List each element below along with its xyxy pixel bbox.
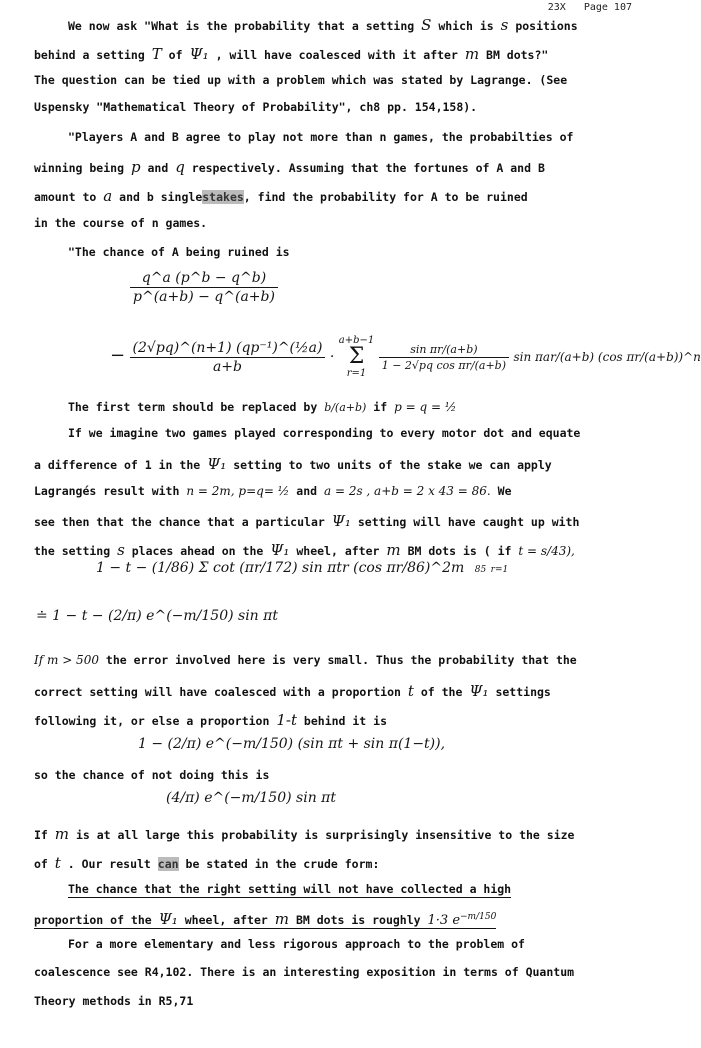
text-line-15 [34, 541, 624, 559]
text-line-16 [34, 653, 624, 667]
text-line-2 [34, 45, 624, 63]
text-line-18 [34, 711, 624, 729]
text-span: of [168, 48, 183, 62]
sum-lower: r=1 [490, 565, 509, 575]
sum-upper: 85 [474, 565, 487, 575]
formula-approximation: ≐ 1 − t − (2/π) e^(−m/150) sin πt [36, 608, 278, 624]
handwritten-n2m: n = 2m, p=q= ½ [186, 484, 290, 498]
handwritten-p: p [130, 158, 141, 176]
handwritten-s: s [117, 541, 125, 559]
handwritten-psi1: Ψ₁ [207, 455, 227, 473]
handwritten-b-frac: b/(a+b) [324, 401, 367, 414]
handwritten-q: q [175, 158, 185, 176]
fraction-numerator: q^a (p^b − q^b) [130, 270, 278, 288]
fraction [130, 270, 278, 305]
text-span: BM dots is roughly [295, 913, 421, 927]
formula-coalesce-proportion: 1 − (2/π) e^(−m/150) (sin πt + sin π(1−t)), [138, 736, 446, 752]
text-span: BM dots is ( if [407, 544, 512, 558]
text-span: correct setting will have coalesced with a proportion [34, 685, 401, 699]
handwritten-coefficient: 1·3 e [427, 913, 461, 928]
text-line-7 [34, 187, 624, 205]
text-span: behind it is [303, 714, 388, 728]
formula-ruin-first-term [130, 270, 278, 305]
text-line-5: "Players A and B agree to play not more than n games, the probabilties of [68, 130, 574, 144]
text-line-23 [34, 910, 624, 928]
text-span: We now ask "What is the probability that a setting [68, 19, 415, 33]
handwritten-psi1: Ψ₁ [158, 910, 178, 928]
handwritten-S: S [421, 16, 432, 34]
text-span: a difference of 1 in the [34, 458, 201, 472]
fraction-numerator: sin πr/(a+b) [379, 343, 509, 358]
text-span: places ahead on the [131, 544, 264, 558]
text-span: respectively. Assuming that the fortunes of A and B [191, 161, 545, 175]
handwritten-m: m [386, 541, 401, 559]
text-span: setting to two units of the stake we can apply [233, 458, 552, 472]
handwritten-one-minus-t: 1-t [276, 711, 297, 729]
text-span: wheel, after [184, 913, 268, 927]
text-span: proportion of the [34, 913, 152, 927]
fraction-denominator: p^(a+b) − q^(a+b) [133, 289, 275, 305]
formula-series [96, 560, 508, 576]
text-span: If [34, 828, 48, 842]
text-span: , will have coalesced with it after [215, 48, 458, 62]
text-span: is at all large this probability is surprisingly insensitive to the size [75, 828, 575, 842]
formula-tail: sin πar/(a+b) (cos πr/(a+b))^n [513, 350, 701, 364]
text-line-17 [34, 682, 624, 700]
formula-not-coalesce: (4/π) e^(−m/150) sin πt [166, 790, 336, 806]
handwritten-t-def: t = s/43), [518, 544, 575, 558]
text-span: following it, or else a proportion [34, 714, 270, 728]
text-line-14 [34, 512, 624, 530]
text-span: be stated in the crude form: [185, 857, 380, 871]
text-span: . Our result [67, 857, 151, 871]
text-span: if [373, 400, 388, 414]
text-span: which is [438, 19, 494, 33]
sum-sign: a+b−1 Σ r=1 [338, 335, 375, 379]
text-line-12 [34, 455, 624, 473]
text-line-8: in the course of n games. [34, 216, 208, 230]
text-line-6 [34, 158, 624, 176]
text-line-9: "The chance of A being ruined is [68, 245, 290, 259]
text-span: wheel, after [296, 544, 380, 558]
text-line-21 [34, 854, 624, 872]
text-span: Lagrangés result with [34, 484, 180, 498]
smudged-word: stakes [202, 190, 244, 204]
fraction [379, 343, 509, 372]
text-span: winning being [34, 161, 125, 175]
text-span: see then that the chance that a particular [34, 515, 325, 529]
handwritten-t: t [407, 682, 414, 700]
handwritten-m: m [274, 910, 290, 928]
text-line-4: Uspensky "Mathematical Theory of Probability", ch8 pp. 154,158). [34, 100, 478, 114]
text-span: of [34, 857, 48, 871]
handwritten-m500: If m > 500 [34, 653, 99, 667]
handwritten-pq-half: p = q = ½ [394, 400, 457, 414]
text-line-19: so the chance of not doing this is [34, 768, 270, 782]
fraction-denominator: a+b [212, 358, 242, 375]
text-line-13 [34, 484, 624, 498]
fraction-numerator: (2√pq)^(n+1) (qp⁻¹)^(½a) [130, 340, 326, 358]
text-span: the setting [34, 544, 111, 558]
text-span: , find the probability for A to be ruined [243, 190, 528, 204]
formula-ruin-second-term: − $\frac{\text{(2√pq)\textasciicircum{}(n+1) (qp⁻¹)\textasciicircum{}(½a)}}{a+b}$ · a+b−1 Σ r=1 $\frac{\text{sin πr/(a+b)}}{\text{1 − 2√pq cos πr/(a+b)}}$ sin πar/(a+b) (cos πr/(a+b))^n [110, 335, 701, 379]
sum-lower: r=1 [346, 368, 367, 379]
page-reference: 23X Page 107 [547, 2, 632, 13]
text-line-1 [68, 16, 624, 34]
handwritten-a2s: a = 2s , a+b = 2 x 43 = 86. [323, 484, 491, 498]
handwritten-t: t [54, 854, 61, 872]
sum-upper: a+b−1 [338, 335, 375, 346]
handwritten-s: s [500, 16, 509, 34]
text-span: of the [420, 685, 463, 699]
handwritten-psi1: Ψ₁ [469, 682, 489, 700]
text-span: the error involved here is very small. Thus the probability that the [105, 653, 577, 667]
handwritten-psi1: Ψ₁ [270, 541, 290, 559]
text-span: and [119, 190, 140, 204]
text-line-10 [68, 400, 624, 414]
underlined-text [34, 910, 497, 929]
underlined-text: The chance that the right setting will not have collected a high [68, 882, 512, 896]
text-span: positions [515, 19, 578, 33]
text-line-20 [34, 825, 624, 843]
fraction-denominator: 1 − 2√pq cos πr/(a+b) [381, 358, 507, 372]
fraction [130, 340, 326, 375]
text-span: We [497, 484, 512, 498]
handwritten-exponent: −m/150 [460, 912, 497, 923]
text-span: BM dots?" [486, 48, 549, 62]
text-line-24: For a more elementary and less rigorous approach to the problem of [68, 937, 525, 951]
text-span: amount to [34, 190, 97, 204]
text-span: The first term should be replaced by [68, 400, 318, 414]
text-line-25: coalescence see R4,102. There is an interesting exposition in terms of Quantum [34, 965, 575, 979]
text-line-3: The question can be tied up with a problem which was stated by Lagrange. (See [34, 73, 568, 87]
smudged-word: can [157, 857, 179, 871]
formula-series-text: 1 − t − (1/86) Σ cot (πr/172) sin πtr (cos πr/86)^2m [96, 560, 465, 576]
handwritten-psi1: Ψ₁ [189, 45, 209, 63]
text-span: settings [495, 685, 551, 699]
text-line-22 [68, 882, 624, 896]
handwritten-T: T [151, 45, 162, 63]
handwritten-a: a [103, 187, 113, 205]
text-line-26: Theory methods in R5,71 [34, 994, 194, 1008]
text-span: b single [146, 190, 203, 204]
text-span: and [147, 161, 169, 175]
handwritten-psi1: Ψ₁ [331, 512, 351, 530]
text-span: behind a setting [34, 48, 145, 62]
handwritten-m: m [464, 45, 480, 63]
text-span: and [296, 484, 318, 498]
handwritten-m: m [54, 825, 70, 843]
text-span: setting will have caught up with [357, 515, 580, 529]
text-line-11: If we imagine two games played corresponding to every motor dot and equate [68, 426, 581, 440]
